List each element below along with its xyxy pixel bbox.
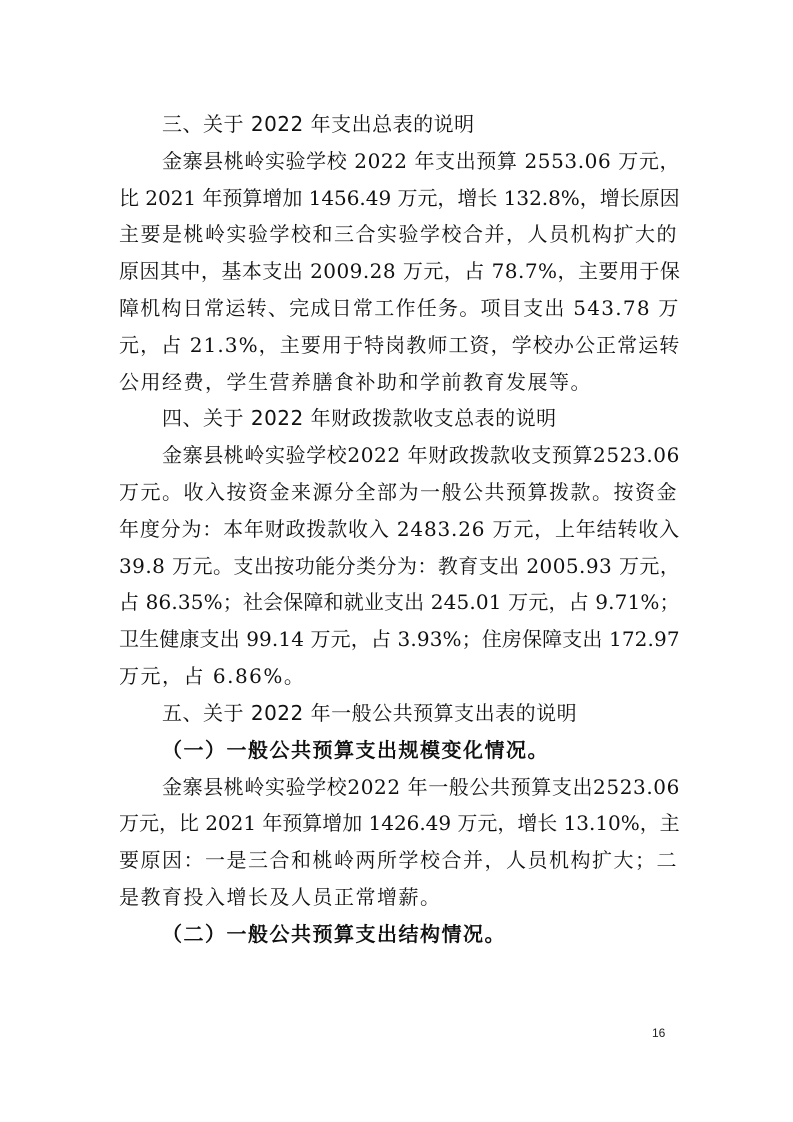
section5-sub1-line-3: 要原因：一是三合和桃岭两所学校合并，人员机构扩大；二 bbox=[119, 848, 678, 872]
section4-line-3: 年度分为：本年财政拨款收入 2483.26 万元，上年结转收入 bbox=[119, 517, 680, 541]
section3-heading: 三、关于 2022 年支出总表的说明 bbox=[162, 112, 475, 136]
section4-line-5: 占 86.35%；社会保障和就业支出 245.01 万元，占 9.71%； bbox=[119, 590, 680, 614]
section3-line-6: 元，占 21.3%，主要用于特岗教师工资，学校办公正常运转 bbox=[119, 333, 681, 357]
section3-line-2: 比 2021 年预算增加 1456.49 万元，增长 132.8%，增长原因 bbox=[119, 186, 680, 210]
section5-sub1-line-4: 是教育投入增长及人员正常增薪。 bbox=[119, 885, 442, 909]
section5-sub1-line-2: 万元，比 2021 年预算增加 1426.49 万元，增长 13.10%，主 bbox=[119, 811, 680, 835]
section3-line-4: 原因其中，基本支出 2009.28 万元，占 78.7%，主要用于保 bbox=[119, 259, 681, 283]
section3-line-1: 金寨县桃岭实验学校 2022 年支出预算 2553.06 万元， bbox=[162, 149, 681, 173]
section5-sub1-line-1: 金寨县桃岭实验学校2022 年一般公共预算支出2523.06 bbox=[162, 775, 680, 799]
section4-line-6: 卫生健康支出 99.14 万元，占 3.93%；住房保障支出 172.97 bbox=[119, 627, 680, 651]
page-number: 16 bbox=[652, 1026, 666, 1040]
section3-line-5: 障机构日常运转、完成日常工作任务。项目支出 543.78 万 bbox=[119, 296, 680, 320]
section5-heading: 五、关于 2022 年一般公共预算支出表的说明 bbox=[162, 701, 578, 725]
section5-sub1-heading: （一）一般公共预算支出规模变化情况。 bbox=[162, 738, 549, 762]
section3-line-7: 公用经费，学生营养膳食补助和学前教育发展等。 bbox=[119, 370, 592, 394]
section4-line-4: 39.8 万元。支出按功能分类分为：教育支出 2005.93 万元， bbox=[119, 554, 681, 578]
section4-line-7: 万元，占 6.86%。 bbox=[119, 664, 306, 688]
section4-heading: 四、关于 2022 年财政拨款收支总表的说明 bbox=[162, 406, 557, 430]
section4-line-1: 金寨县桃岭实验学校2022 年财政拨款收支预算2523.06 bbox=[162, 443, 680, 467]
section5-sub2-heading: （二）一般公共预算支出结构情况。 bbox=[162, 922, 506, 946]
section4-line-2: 万元。收入按资金来源分全部为一般公共预算拨款。按资金 bbox=[119, 480, 678, 504]
section3-line-3: 主要是桃岭实验学校和三合实验学校合并，人员机构扩大的 bbox=[119, 222, 678, 246]
